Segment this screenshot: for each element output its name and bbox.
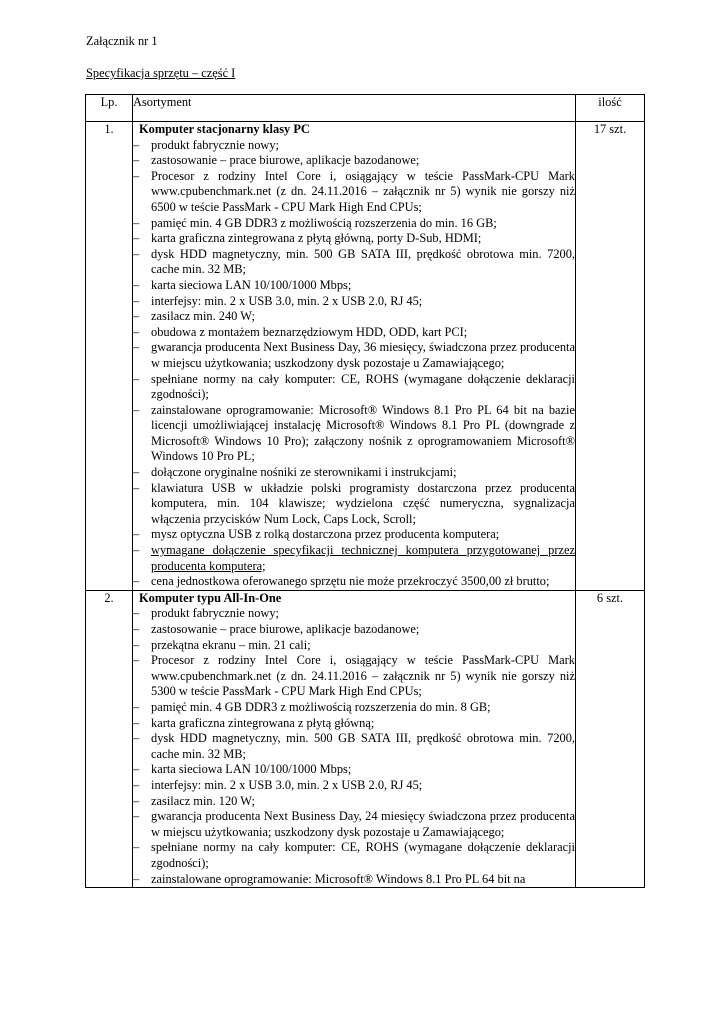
spec-list xyxy=(133,606,575,887)
spec-item: – zastosowanie – prace biurowe, aplikacje bazodanowe; xyxy=(133,153,575,169)
table-header-row xyxy=(86,95,645,122)
spec-item: – pamięć min. 4 GB DDR3 z możliwością rozszerzenia do min. 8 GB; xyxy=(133,700,575,716)
spec-item: – Procesor z rodziny Intel Core i, osiągający w teście PassMark-CPU Mark www.cpubenchmark.net (z dn. 24.11.2016 – załącznik nr 5) wynik nie gorszy niż 5300 w teście PassMark - CPU Mark High End CPUs; xyxy=(133,653,575,700)
table-row xyxy=(86,122,645,591)
spec-item: – zainstalowane oprogramowanie: Microsoft® Windows 8.1 Pro PL 64 bit na xyxy=(133,872,575,888)
spec-item: – cena jednostkowa oferowanego sprzętu nie może przekroczyć 3500,00 zł brutto; xyxy=(133,574,575,590)
spec-table xyxy=(85,94,645,888)
spec-item: – produkt fabrycznie nowy; xyxy=(133,606,575,622)
spec-item: – gwarancja producenta Next Business Day, 36 miesięcy, świadczona przez producenta w miejscu użytkowania; uszkodzony dysk pozostaje u Zamawiającego; xyxy=(133,340,575,371)
spec-item: – interfejsy: min. 2 x USB 3.0, min. 2 x USB 2.0, RJ 45; xyxy=(133,294,575,310)
item-title: Komputer typu All-In-One xyxy=(139,590,282,605)
row-description xyxy=(133,122,576,591)
spec-item: – dołączone oryginalne nośniki ze sterownikami i instrukcjami; xyxy=(133,465,575,481)
row-description xyxy=(133,590,576,887)
annex-label: Załącznik nr 1 xyxy=(86,34,158,48)
spec-item: – interfejsy: min. 2 x USB 3.0, min. 2 x USB 2.0, RJ 45; xyxy=(133,778,575,794)
spec-item: – obudowa z montażem beznarzędziowym HDD, ODD, kart PCI; xyxy=(133,325,575,341)
spec-item: – przekątna ekranu – min. 21 cali; xyxy=(133,638,575,654)
spec-item: – zastosowanie – prace biurowe, aplikacje bazodanowe; xyxy=(133,622,575,638)
row-number: 2. xyxy=(86,590,133,887)
spec-item: – dysk HDD magnetyczny, min. 500 GB SATA III, prędkość obrotowa min. 7200, cache min. 32 MB; xyxy=(133,731,575,762)
spec-item: – Procesor z rodziny Intel Core i, osiągający w teście PassMark-CPU Mark www.cpubenchmark.net (z dn. 24.11.2016 – załącznik nr 5) wynik nie gorszy niż 6500 w teście PassMark - CPU Mark High End CPUs; xyxy=(133,169,575,216)
col-header-lp: Lp. xyxy=(86,95,133,122)
col-header-asortyment: Asortyment xyxy=(133,95,576,122)
row-number: 1. xyxy=(86,122,133,591)
spec-item: – zainstalowane oprogramowanie: Microsoft® Windows 8.1 Pro PL 64 bit na bazie licencji umożliwiającej instalację Microsoft® Windows 8.1 Pro PL (downgrade z Microsoft® Windows 10 Pro); załączony nośnik z oprogramowaniem Microsoft® Windows 10 Pro PL; xyxy=(133,403,575,465)
spec-item: – karta sieciowa LAN 10/100/1000 Mbps; xyxy=(133,762,575,778)
spec-item: – klawiatura USB w układzie polski programisty dostarczona przez producenta komputera, min. 104 klawisze; wydzielona część numeryczna, sygnalizacja włączenia przycisków Num Lock, Caps Lock, Scroll; xyxy=(133,481,575,528)
spec-item: – karta graficzna zintegrowana z płytą główną, porty D-Sub, HDMI; xyxy=(133,231,575,247)
spec-item: – produkt fabrycznie nowy; xyxy=(133,138,575,154)
spec-item: – spełniane normy na cały komputer: CE, ROHS (wymagane dołączenie deklaracji zgodności); xyxy=(133,372,575,403)
spec-title: Specyfikacja sprzętu – część I xyxy=(86,66,236,80)
spec-item: – gwarancja producenta Next Business Day, 24 miesięcy świadczona przez producenta w miejscu użytkowania; uszkodzony dysk pozostaje u Zamawiającego; xyxy=(133,809,575,840)
row-quantity: 17 szt. xyxy=(576,122,645,591)
spec-item xyxy=(133,543,575,574)
spec-item-underlined-text: wymagane dołączenie specyfikacji technicznej komputera przygotowanej przez producenta komputera; xyxy=(151,543,575,573)
spec-list xyxy=(133,138,575,590)
spec-item: – dysk HDD magnetyczny, min. 500 GB SATA III, prędkość obrotowa min. 7200, cache min. 32 MB; xyxy=(133,247,575,278)
spec-item: – karta sieciowa LAN 10/100/1000 Mbps; xyxy=(133,278,575,294)
table-row xyxy=(86,590,645,887)
col-header-ilosc: ilość xyxy=(576,95,645,122)
spec-item: – zasilacz min. 240 W; xyxy=(133,309,575,325)
spec-item: – spełniane normy na cały komputer: CE, ROHS (wymagane dołączenie deklaracji zgodności); xyxy=(133,840,575,871)
item-title: Komputer stacjonarny klasy PC xyxy=(139,122,310,136)
spec-item: – zasilacz min. 120 W; xyxy=(133,794,575,810)
spec-item: – pamięć min. 4 GB DDR3 z możliwością rozszerzenia do min. 16 GB; xyxy=(133,216,575,232)
row-quantity: 6 szt. xyxy=(576,590,645,887)
spec-item: – karta graficzna zintegrowana z płytą główną; xyxy=(133,716,575,732)
spec-item: – mysz optyczna USB z rolką dostarczona przez producenta komputera; xyxy=(133,527,575,543)
